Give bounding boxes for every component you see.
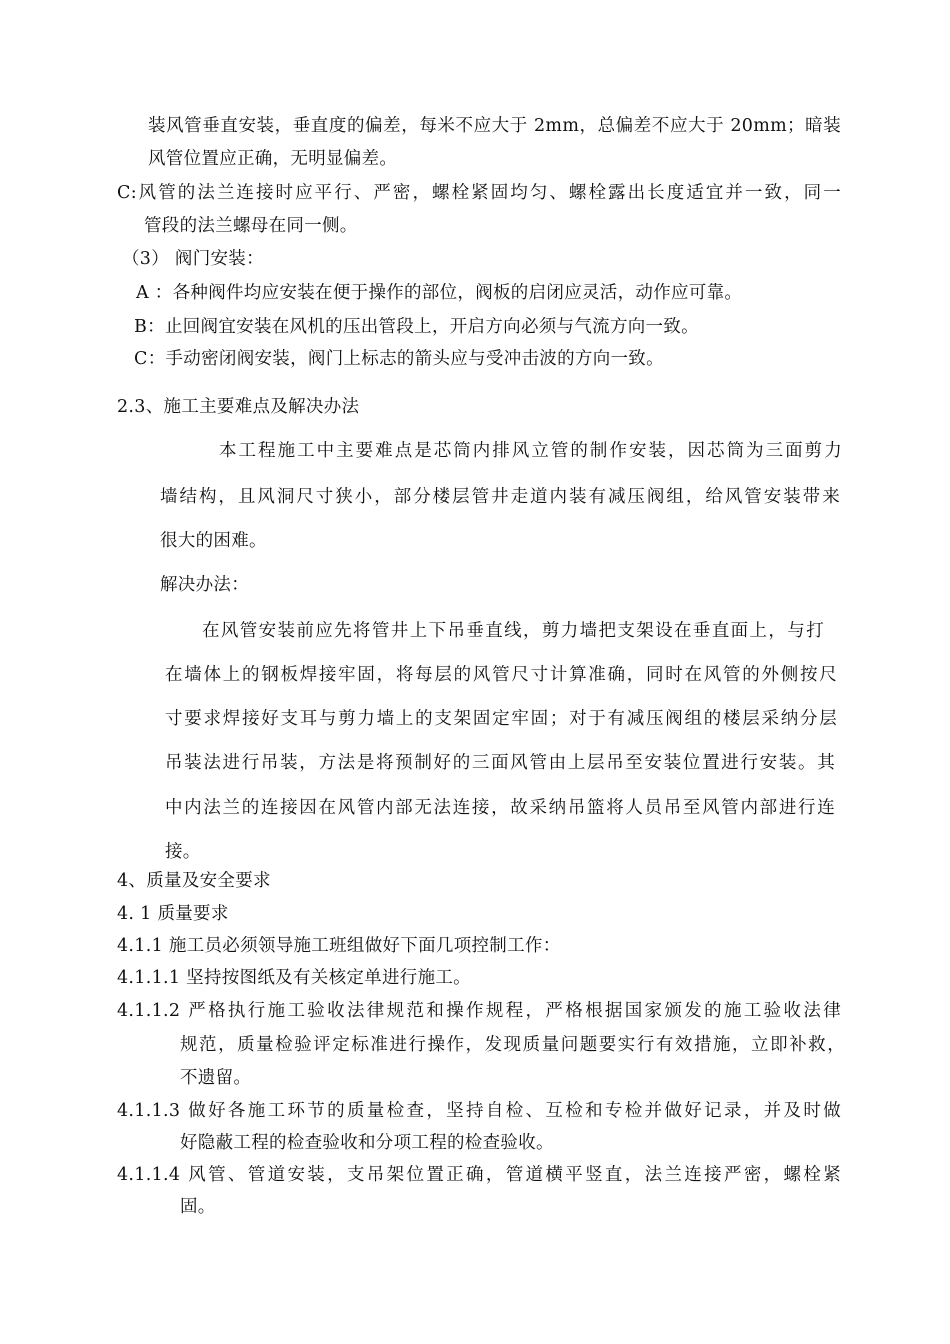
- section-heading: （3） 阀门安装：: [122, 249, 264, 269]
- section-heading: 4、质量及安全要求: [117, 871, 271, 891]
- text-line: C:风管的法兰连接时应平行、严密，螺栓紧固均匀、螺栓露出长度适宜并一致，同一: [117, 183, 841, 203]
- text-line: 4.1.1.2 严格执行施工验收法律规范和操作规程，严格根据国家颁发的施工验收法律: [117, 1001, 841, 1021]
- text-line: 很大的困难。: [160, 531, 267, 551]
- text-line: 在风管安装前应先将管井上下吊垂直线，剪力墙把支架设在垂直面上，与打: [202, 621, 824, 641]
- text-line: 好隐蔽工程的检查验收和分项工程的检查验收。: [180, 1133, 554, 1153]
- text-line: 管段的法兰螺母在同一侧。: [144, 216, 358, 236]
- text-line: 4.1.1.3 做好各施工环节的质量检查，坚持自检、互检和专检并做好记录，并及时做: [117, 1101, 841, 1121]
- text-line: 吊装法进行吊装，方法是将预制好的三面风管由上层吊至安装位置进行安装。其: [165, 753, 835, 773]
- text-line: 固。: [180, 1197, 216, 1217]
- text-line: 风管位置应正确，无明显偏差。: [148, 149, 398, 169]
- text-line: 接。: [165, 842, 201, 862]
- text-line: 4.1.1 施工员必须领导施工班组做好下面几项控制工作：: [117, 936, 561, 956]
- text-line: 中内法兰的连接因在风管内部无法连接，故采纳吊篮将人员吊至风管内部进行连: [165, 798, 835, 818]
- text-line: 4.1.1.1 坚持按图纸及有关核定单进行施工。: [117, 968, 471, 988]
- text-line: 在墙体上的钢板焊接牢固，将每层的风管尺寸计算准确，同时在风管的外侧按尺: [165, 665, 837, 685]
- text-line: 本工程施工中主要难点是芯筒内排风立管的制作安装，因芯筒为三面剪力: [219, 441, 842, 461]
- text-line: 装风管垂直安装，垂直度的偏差，每米不应大于 2mm，总偏差不应大于 20mm；暗装: [148, 116, 841, 136]
- text-line: 规范，质量检验评定标准进行操作，发现质量问题要实行有效措施，立即补救，: [180, 1035, 845, 1055]
- subheading: 解决办法：: [160, 575, 249, 595]
- text-line: B：止回阀宜安装在风机的压出管段上，开启方向必须与气流方向一致。: [134, 317, 699, 337]
- text-line: A ：各种阀件均应安装在便于操作的部位，阀板的启闭应灵活，动作应可靠。: [136, 283, 743, 303]
- text-line: 4.1.1.4 风管、管道安装，支吊架位置正确，管道横平竖直，法兰连接严密，螺栓紧: [117, 1165, 841, 1185]
- text-line: 不遗留。: [180, 1068, 252, 1088]
- text-line: C：手动密闭阀安装，阀门上标志的箭头应与受冲击波的方向一致。: [134, 349, 664, 369]
- section-heading: 2.3、施工主要难点及解决办法: [117, 397, 360, 417]
- section-heading: 4. 1 质量要求: [117, 904, 229, 924]
- text-line: 寸要求焊接好支耳与剪力墙上的支架固定牢固；对于有减压阀组的楼层采纳分层: [165, 709, 837, 729]
- text-line: 墙结构，且风洞尺寸狭小，部分楼层管井走道内装有减压阀组，给风管安装带来: [160, 487, 840, 507]
